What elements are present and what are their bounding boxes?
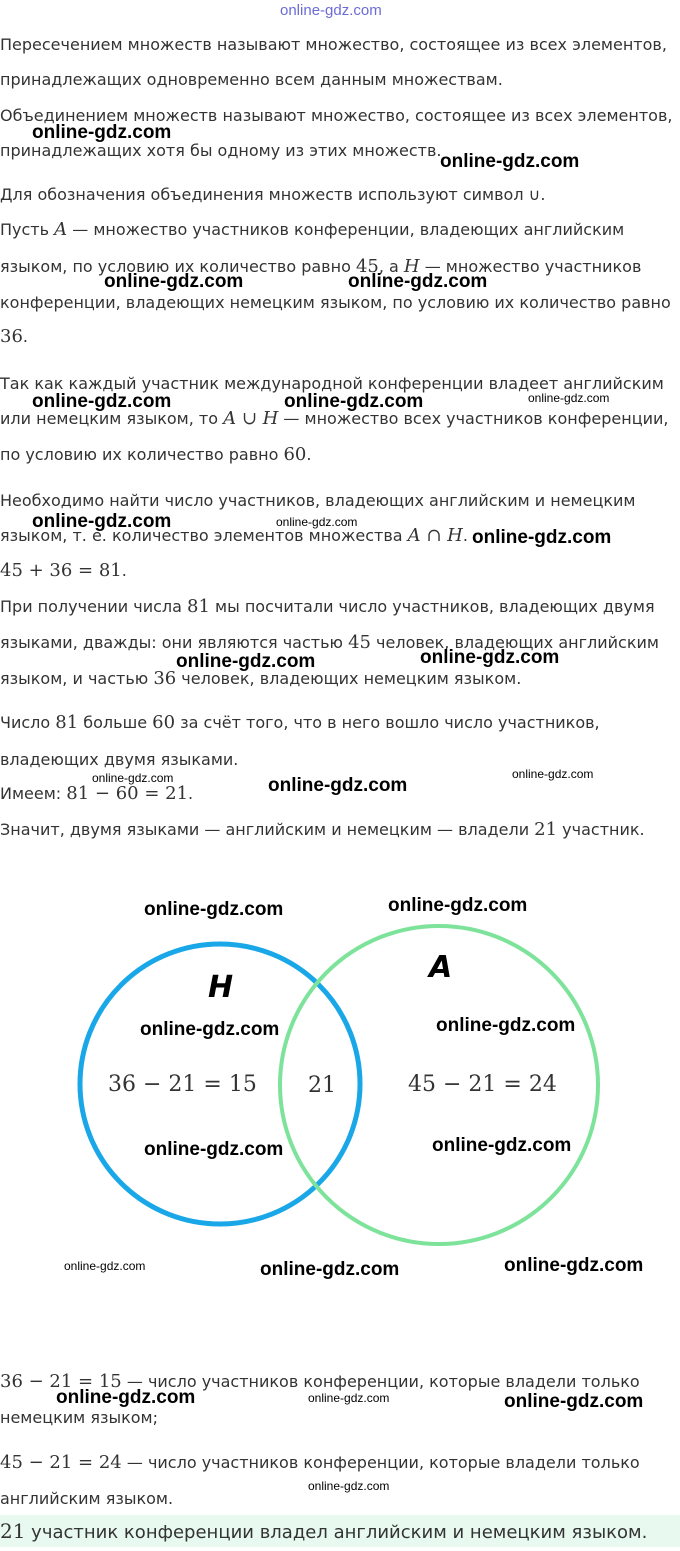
text: Число: [0, 713, 56, 732]
set-h-definition-line4: [0, 327, 28, 347]
text: Пусть: [0, 220, 55, 239]
text: больше: [78, 713, 153, 732]
text: .: [462, 526, 468, 545]
venn-intersection-value: 21: [308, 1073, 336, 1098]
math-expr: A ∪ H: [223, 408, 279, 429]
text: Имеем:: [0, 784, 67, 803]
math-num: 21: [534, 819, 558, 840]
math-num: 21: [0, 1519, 26, 1543]
text: участник конференции владел английским и немецким языком.: [25, 1522, 648, 1543]
text: языками, дважды: они являются частью: [0, 633, 349, 652]
text: мы посчитали число участников, владеющих двумя: [209, 597, 655, 616]
watermark: online-gdz.com: [348, 271, 488, 292]
set-a-definition-line1: [0, 220, 624, 240]
watermark: online-gdz.com: [512, 767, 594, 781]
math-num: 45: [355, 256, 379, 277]
set-h-definition-line3: конференции, владеющих немецким языком, по условию их количество равно: [0, 293, 671, 312]
text: .: [121, 561, 127, 580]
union-symbol-note: Для обозначения объединения множеств используют символ ∪.: [0, 185, 546, 204]
difference-line: [0, 784, 193, 804]
math-num: 45: [348, 632, 371, 653]
watermark: online-gdz.com: [32, 511, 172, 532]
set-a-definition-line2: [0, 257, 641, 277]
math-var-a: A: [54, 219, 68, 240]
watermark: online-gdz.com: [432, 1135, 572, 1156]
text: языком, по условию их количество равно: [0, 257, 356, 276]
text: человек, владеющих английским: [370, 633, 659, 652]
venn-right-only-value: 45 − 21 = 24: [408, 1072, 557, 1097]
text: .: [188, 784, 194, 803]
venn-label-h: H: [208, 970, 234, 1005]
sum-line: [0, 561, 127, 581]
watermark: online-gdz.com: [504, 1255, 644, 1276]
only-german-line2: немецким языком;: [0, 1408, 159, 1427]
math-expr: 45 + 36 = 81: [0, 560, 122, 581]
watermark: online-gdz.com: [308, 1391, 390, 1405]
text: за счёт того, что в него вошло число участников,: [175, 713, 600, 732]
only-english-line1: [0, 1453, 640, 1473]
text: .: [22, 327, 28, 346]
watermark: online-gdz.com: [472, 527, 612, 548]
text: языком, т. е. количество элементов множества: [0, 526, 408, 545]
answer-box: [0, 1515, 680, 1547]
venn-left-only-value: 36 − 21 = 15: [108, 1072, 257, 1097]
text: или немецким языком, то: [0, 409, 224, 428]
watermark: online-gdz.com: [144, 899, 284, 920]
watermark: online-gdz.com: [440, 151, 580, 172]
math-expr: A ∩ H: [407, 525, 463, 546]
math-expr: 81 − 60 = 21: [66, 783, 189, 804]
watermark: online-gdz.com: [56, 1387, 196, 1408]
text: участник.: [557, 820, 645, 839]
math-num: 60: [283, 444, 307, 465]
definition-intersection-line1: Пересечением множеств называют множество, состоящее из всех элементов,: [0, 35, 667, 54]
watermark: online-gdz.com: [276, 515, 358, 529]
watermark: online-gdz.com: [504, 1391, 644, 1412]
text: .: [306, 445, 312, 464]
text: — число участников конференции, которые владели только: [121, 1372, 640, 1391]
text: — множество участников конференции, владеющих английским: [67, 220, 625, 239]
watermark: online-gdz.com: [92, 771, 174, 785]
only-english-line2: английским языком.: [0, 1489, 174, 1508]
double-count-line1: [0, 597, 655, 617]
answer-text: [0, 1519, 647, 1543]
task-line1: Необходимо найти число участников, владеющих английским и немецким: [0, 491, 636, 510]
compare-line2: владеющих двумя языками.: [0, 750, 239, 769]
watermark: online-gdz.com: [176, 651, 316, 672]
text: , а: [378, 257, 404, 276]
text: человек, владеющих немецким языком.: [176, 669, 522, 688]
watermark: online-gdz.com: [388, 895, 528, 916]
union-explain-line3: [0, 445, 311, 465]
watermark: online-gdz.com: [64, 1259, 146, 1273]
text: языком, и частью: [0, 669, 154, 688]
math-var-h: H: [403, 256, 420, 277]
venn-diagram: [0, 900, 680, 1260]
math-expr: 45 − 21 = 24: [0, 1452, 122, 1473]
definition-union-line1: Объединением множеств называют множество, состоящее из всех элементов,: [0, 106, 673, 125]
watermark: online-gdz.com: [104, 271, 244, 292]
text: по условию их количество равно: [0, 445, 284, 464]
watermark: online-gdz.com: [260, 1259, 400, 1280]
watermark: online-gdz.com: [268, 775, 408, 796]
definition-union-line2: принадлежащих хотя бы одному из этих множеств.: [0, 141, 442, 160]
watermark: online-gdz.com: [436, 1015, 576, 1036]
math-num: 60: [152, 712, 176, 733]
watermark: online-gdz.com: [32, 391, 172, 412]
double-count-line2: [0, 633, 659, 653]
watermark: online-gdz.com: [140, 1019, 280, 1040]
math-expr: 36 − 21 = 15: [0, 1371, 122, 1392]
site-watermark: online-gdz.com: [280, 2, 382, 19]
math-num: 81: [187, 596, 210, 617]
text: — множество всех участников конференции,: [278, 409, 669, 428]
watermark: online-gdz.com: [308, 1479, 390, 1493]
compare-line1: [0, 713, 600, 733]
venn-label-a: A: [429, 950, 453, 985]
definition-intersection-line2: принадлежащих одновременно всем данным множествам.: [0, 70, 503, 89]
conclusion-line: [0, 820, 645, 840]
text: Значит, двумя языками — английским и немецким — владели: [0, 820, 535, 839]
union-explain-line1: Так как каждый участник международной конференции владеет английским: [0, 374, 664, 393]
watermark: online-gdz.com: [284, 391, 424, 412]
math-num: 81: [55, 712, 79, 733]
watermark: online-gdz.com: [420, 647, 560, 668]
text: При получении числа: [0, 597, 188, 616]
math-num: 36: [153, 668, 177, 689]
math-num: 36: [0, 326, 23, 347]
watermark: online-gdz.com: [144, 1139, 284, 1160]
watermark: online-gdz.com: [32, 122, 172, 143]
text: — множество участников: [419, 257, 642, 276]
text: — число участников конференции, которые владели только: [121, 1453, 640, 1472]
watermark: online-gdz.com: [528, 391, 610, 405]
